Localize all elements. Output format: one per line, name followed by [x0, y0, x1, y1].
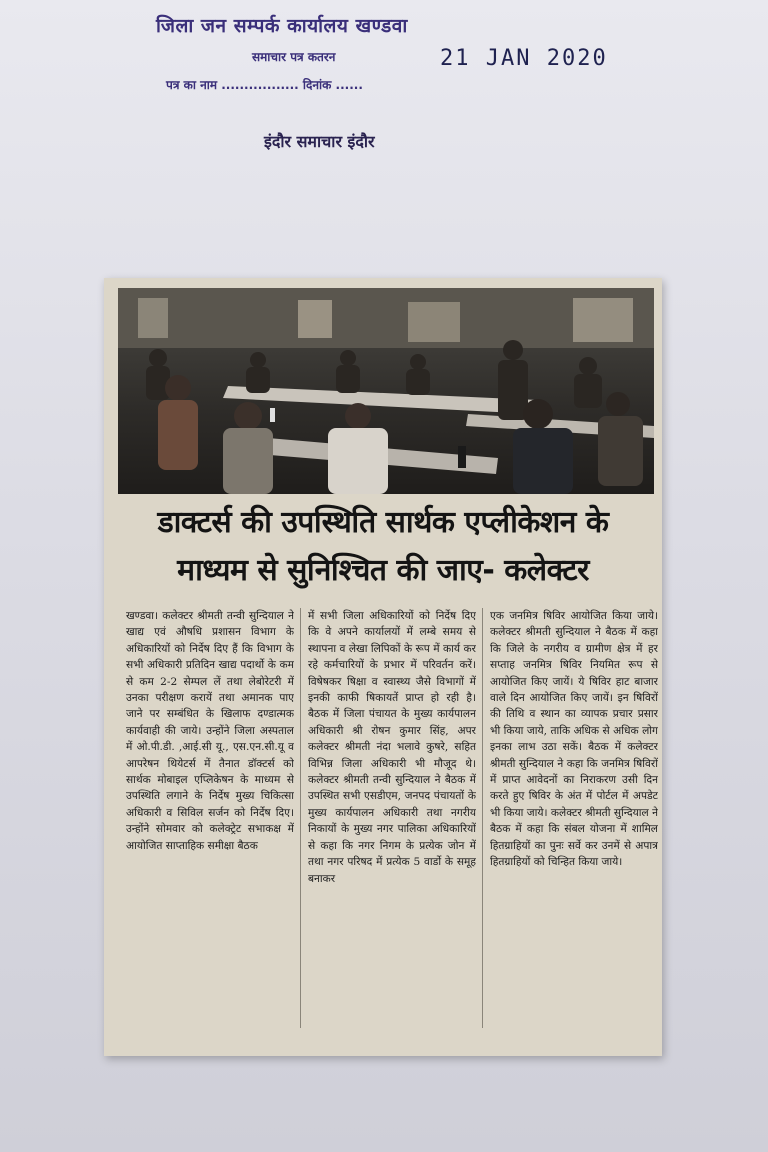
- stamp-date: 21 JAN 2020: [440, 46, 608, 71]
- column-divider: [482, 608, 483, 1028]
- news-clipping: [104, 278, 662, 1056]
- column-divider: [300, 608, 301, 1028]
- article-column-3: एक जनमित्र षिविर आयोजित किया जाये। कलेक्टर श्रीमती सुन्दियाल ने बैठक में कहा कि जिले के नगरीय व ग्रामीण क्षेत्र में हर सप्ताह जनमित्र षिविर नियमित रूप से आयोजित किए जायें। ये षिविर हाट बाजार वाले दिन आयोजित किए जायें। इन षिविरों की तिथि व स्थान का व्यापक प्रचार प्रसार भी किया जाये, ताकि अधिक से अधिक लोग इनका लाभ उठा सकें। बैठक में कलेक्टर श्रीमती सुन्दियाल ने कहा कि जनमित्र षिविरों में प्राप्त आवेदनों का निराकरण उसी दिन करते हुए षिविर के अंत में पोर्टल में अपडेट भी किया जाये। कलेक्टर श्रीमती सुन्दियाल ने बैठक में कहा कि संबल योजना में शामिल हितग्राहियों का पुनः सर्वे कर उनमें से अपात्र हितग्राहियों को चिन्हित किया जाये।: [490, 610, 658, 869]
- article-column-2: में सभी जिला अधिकारियों को निर्देष दिए कि वे अपने कार्यालयों में लम्बे समय से स्थापना व लेखा लिपिकों के रूप में कार्य कर रहे कर्मचारियों के प्रभार में परिवर्तन करें। विषेषकर षिक्षा व स्वास्थ्य जैसे विभागों में इनकी काफी षिकायतें प्राप्त हो रही है। बैठक में जिला पंचायत के मुख्य कार्यपालन अधिकारी श्री रोषन कुमार सिंह, अपर कलेक्टर श्रीमती नंदा भलावे कुषरे, सहित विभिन्न जिला अधिकारी भी मौजूद थे। कलेक्टर श्रीमती तन्वी सुन्दियाल ने बैठक में उपस्थित सभी एसडीएम, जनपद पंचायतों के मुख्य कार्यपालन अधिकारी तथा नगरीय निकायों के मुख्य नगर पालिका अधिकारियों से कहा कि नगर निगम के प्रत्येक जोन में तथा नगर परिषद में प्रत्येक 5 वार्डो के समूह बनाकर: [308, 610, 476, 885]
- headline-line-2: माध्यम से सुनिश्चित की जाए- कलेक्टर: [177, 553, 589, 588]
- article-column-1: खण्डवा। कलेक्टर श्रीमती तन्वी सुन्दियाल ने खाद्य एवं औषधि प्रशासन विभाग के अधिकारियों को निर्देष दिए हैं कि विभाग के सभी अधिकारी प्रतिदिन खाद्य पदार्थो के कम से कम 2-2 सेम्पल लें तथा लेबोरेटरी में उनका परीक्षण करायें तथा अमानक पाए जाने पर सम्बंधित के खिलाफ दण्डात्मक कार्यवाही की जाये। उन्होंने जिला अस्पताल में ओ.पी.डी. ,आई.सी यू., एस.एन.सी.यू व आपरेषन थियेटर्स में तैनात डॉक्टर्स को सार्थक मोबाइल एप्लिकेषन के माध्यम से उपस्थिति लगाने के निर्देष मुख्य चिकित्सा अधिकारी व सिविल सर्जन को निर्देष दिए। उन्होंने सोमवार को कलेक्ट्रेट सभाकक्ष में आयोजित साप्ताहिक समीक्षा बैठक: [126, 610, 294, 852]
- meeting-photo: [118, 288, 654, 494]
- newspaper-name: इंदौर समाचार इंदौर: [264, 132, 375, 151]
- office-stamp-title: जिला जन सम्पर्क कार्यालय खण्डवा: [156, 15, 408, 37]
- meeting-photo-illustration: [118, 288, 654, 494]
- headline-line-1: डाक्टर्स की उपस्थिति सार्थक एप्लीकेशन के: [157, 505, 609, 540]
- stamp-name-line: पत्र का नाम ................. दिनांक ......: [166, 78, 363, 92]
- stamp-subtitle: समाचार पत्र कतरन: [252, 50, 336, 64]
